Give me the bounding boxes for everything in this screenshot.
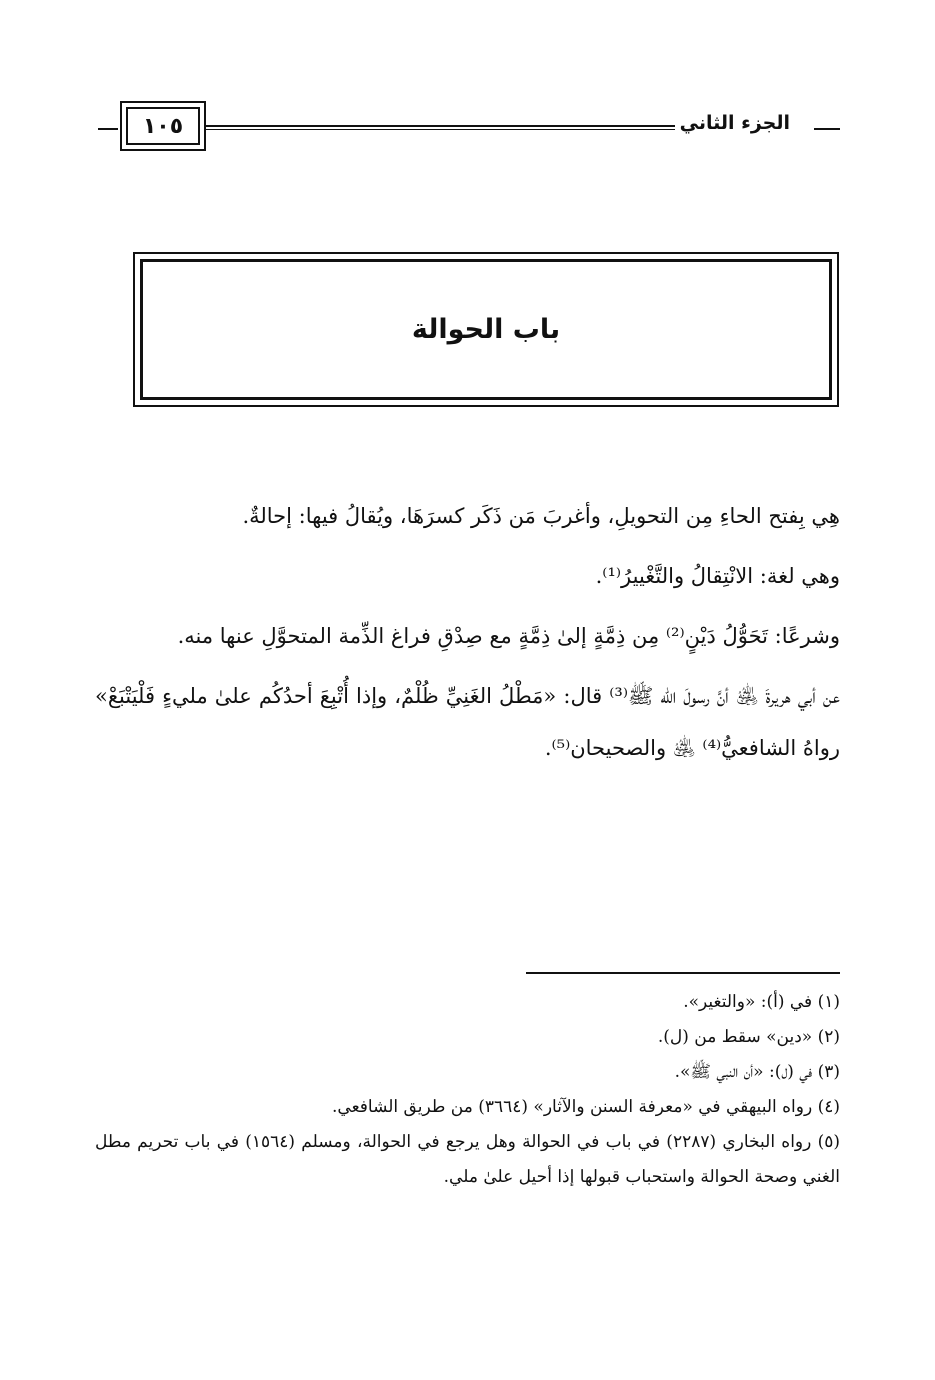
chapter-title: باب الحوالة xyxy=(411,314,561,345)
running-title: الجزء الثاني xyxy=(679,112,790,134)
page-number: ١٠٥ xyxy=(126,107,200,145)
footnote-4: (٤) رواه البيهقي في «معرفة السنن والآثار» (٣٦٦٤) من طريق الشافعي. xyxy=(332,1097,840,1117)
footnote-2: (٢) «دين» سقط من (ل). xyxy=(657,1027,840,1047)
header-dash-right xyxy=(814,128,840,130)
footnote-3: (٣) في (ل): «أن النبي ﷺ». xyxy=(674,1062,840,1082)
paragraph-hadith: عن أبي هريرةَ ﵁ أنَّ رسولَ الله ﷺ⁽³⁾ قال: «مَطْلُ الغَنِيِّ ظُلْمٌ، وإذا أُتْبِعَ أحدُكُم علىٰ مليءٍ فَلْيَتْبَعْ» رواهُ الشافعيُّ⁽⁴⁾ ﵁ والصحيحان⁽⁵⁾. xyxy=(95,684,840,760)
chapter-title-frame xyxy=(133,252,839,407)
paragraph-legal: وشرعًا: تَحَوُّلُ دَيْنٍ⁽²⁾ مِن ذِمَّةٍ إلىٰ ذِمَّةٍ مع صِدْقِ فراغ الذِّمة المتحوَّلِ عنها منه. xyxy=(177,624,840,648)
page-header xyxy=(98,98,840,158)
body-text xyxy=(95,490,840,782)
paragraph-linguistic: وهي لغة: الانْتِقالُ والتَّغْييرُ⁽¹⁾. xyxy=(595,564,840,588)
footnotes xyxy=(95,985,840,1195)
chapter-title-inner-frame xyxy=(140,259,832,400)
footnote-separator xyxy=(526,972,840,974)
page-number-box xyxy=(120,101,206,151)
header-dash-left xyxy=(98,128,118,130)
header-rule xyxy=(206,125,675,130)
paragraph-definition: هِي بِفتح الحاءِ مِن التحويلِ، وأغربَ مَن ذَكَر كسرَهَا، ويُقالُ فيها: إحالةٌ. xyxy=(242,504,840,528)
footnote-5: (٥) رواه البخاري (٢٢٨٧) في باب في الحوالة وهل يرجع في الحوالة، ومسلم (١٥٦٤) في باب تحريم مطل الغني وصحة الحوالة واستحباب قبولها إذا أحيل علىٰ ملي. xyxy=(95,1132,841,1187)
footnote-1: (١) في (أ): «والتغير». xyxy=(683,992,840,1012)
